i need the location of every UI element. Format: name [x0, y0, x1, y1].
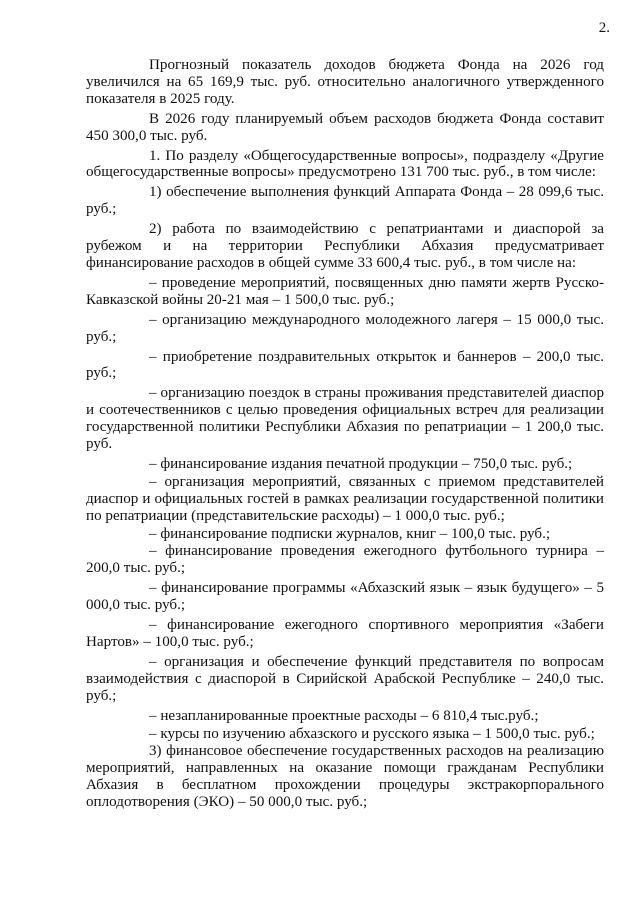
- list-item-trips-abroad: – организацию поездок в страны проживания представителей диаспор и соотечественников с целью проведения официальных встреч для реализации государственной политики Республики Абхазия по репатриации – 1 200,0 тыс. руб.: [86, 385, 604, 453]
- paragraph-expense-total: В 2026 году планируемый объем расходов бюджета Фонда составит 450 300,0 тыс. руб.: [86, 110, 604, 144]
- list-item-subscriptions: – финансирование подписки журналов, книг – 100,0 тыс. руб.;: [149, 525, 551, 542]
- list-item-postcards-banners: – приобретение поздравительных открыток и баннеров – 200,0 тыс. руб.;: [86, 348, 604, 382]
- list-item-language-courses: – курсы по изучению абхазского и русского языка – 1 500,0 тыс. руб.;: [149, 725, 595, 742]
- list-item-youth-camp: – организацию международного молодежного лагеря – 15 000,0 тыс. руб.;: [86, 311, 604, 345]
- paragraph-item-diaspora-work: 2) работа по взаимодействию с репатриантами и диаспорой за рубежом и на территории Республики Абхазия предусматривает финансирование расходов в общей сумме 33 600,4 тыс. руб., в том числе на:: [86, 221, 604, 271]
- list-item-printed-products: – финансирование издания печатной продукции – 750,0 тыс. руб.;: [149, 455, 573, 472]
- list-item-memorial-day: – проведение мероприятий, посвященных дню памяти жертв Русско-Кавказской войны 20-21 мая – 1 500,0 тыс. руб.;: [86, 274, 604, 308]
- list-item-reception-events: – организация мероприятий, связанных с приемом представителей диаспор и официальных гостей в рамках реализации государственной политики по репатриации (представительские расходы) – 1 000,0 тыс. руб.;: [86, 473, 604, 524]
- list-item-language-program: – финансирование программы «Абхазский язык – язык будущего» – 5 000,0 тыс. руб.;: [86, 580, 604, 614]
- list-item-syria-representative: – организация и обеспечение функций представителя по вопросам взаимодействия с диаспорой в Сирийской Арабской Республике – 240,0 тыс. руб.;: [86, 653, 604, 704]
- page-number: 2.: [598, 20, 610, 36]
- paragraph-revenue-forecast: Прогнозный показатель доходов бюджета Фонда на 2026 год увеличился на 65 169,9 тыс. руб. относительно аналогичного утвержденного показателя в 2025 году.: [86, 57, 604, 107]
- list-item-football-tournament: – финансирование проведения ежегодного футбольного турнира – 200,0 тыс. руб.;: [86, 543, 604, 577]
- document-body: [86, 57, 604, 814]
- paragraph-section-general: 1. По разделу «Общегосударственные вопросы», подразделу «Другие общегосударственные вопросы» предусмотрено 131 700 тыс. руб., в том числе:: [86, 147, 604, 181]
- list-item-unplanned-expenses: – незапланированные проектные расходы – 6 810,4 тыс.руб.;: [149, 707, 539, 724]
- list-item-narts-race: – финансирование ежегодного спортивного мероприятия «Забеги Нартов» – 100,0 тыс. руб.;: [86, 617, 604, 650]
- paragraph-item-eco-program: 3) финансовое обеспечение государственных расходов на реализацию мероприятий, направленных на оказание помощи гражданам Республики Абхазия в бесплатном прохождении процедуры экстракорпорального оплодотворения (ЭКО) – 50 000,0 тыс. руб.;: [86, 743, 604, 811]
- paragraph-item-apparatus: 1) обеспечение выполнения функций Аппарата Фонда – 28 099,6 тыс. руб.;: [86, 184, 604, 218]
